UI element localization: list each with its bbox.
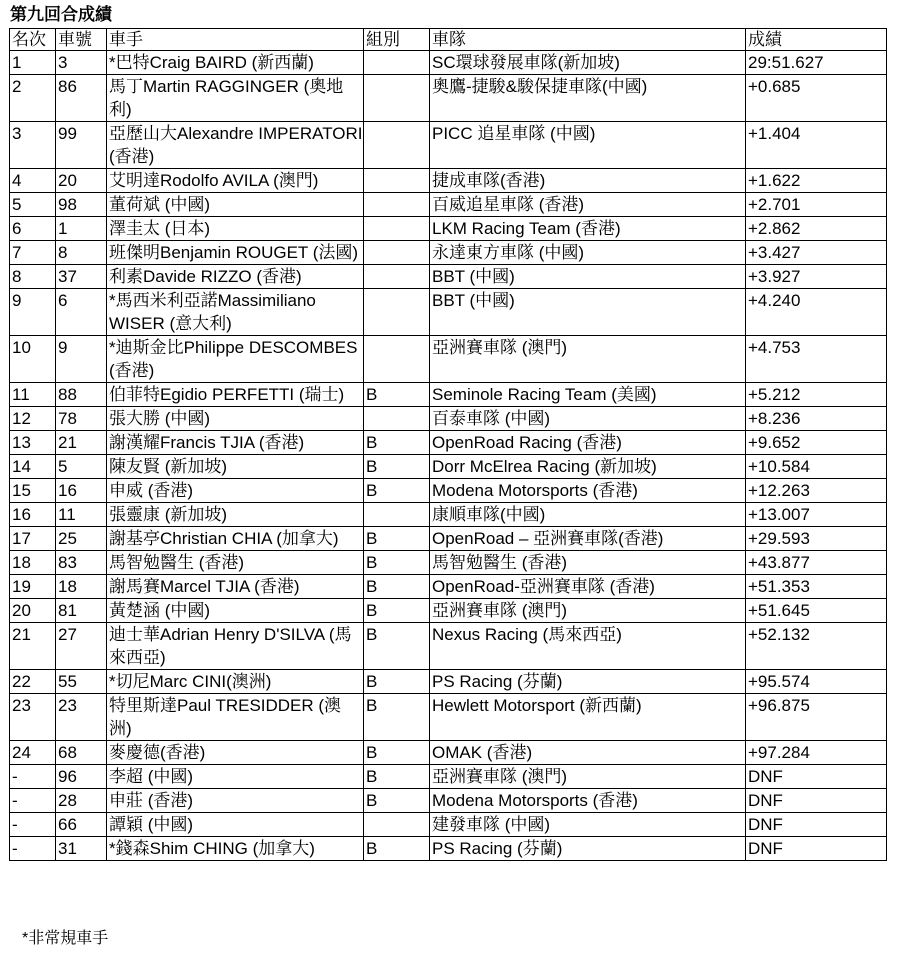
cell-car-number: 9 [56,336,107,383]
cell-team: Modena Motorsports (香港) [430,479,746,503]
cell-group: B [364,837,430,861]
cell-car-number: 23 [56,694,107,741]
cell-result: +12.263 [746,479,887,503]
cell-car-number: 37 [56,265,107,289]
cell-car-number: 27 [56,623,107,670]
cell-team: PICC 追星車隊 (中國) [430,122,746,169]
cell-car-number: 83 [56,551,107,575]
cell-result: +8.236 [746,407,887,431]
cell-group: B [364,789,430,813]
cell-driver: *錢森Shim CHING (加拿大) [107,837,364,861]
header-row [10,29,887,51]
cell-car-number: 81 [56,599,107,623]
table-row [10,75,887,122]
cell-group [364,503,430,527]
cell-group: B [364,599,430,623]
cell-position: 17 [10,527,56,551]
cell-team: 建發車隊 (中國) [430,813,746,837]
cell-position: - [10,837,56,861]
page-title: 第九回合成績 [10,5,112,25]
cell-driver: 謝漢耀Francis TJIA (香港) [107,431,364,455]
cell-group [364,193,430,217]
cell-driver: *迪斯金比Philippe DESCOMBES (香港) [107,336,364,383]
cell-car-number: 68 [56,741,107,765]
cell-position: 24 [10,741,56,765]
footnote: *非常規車手 [22,930,109,947]
cell-group [364,75,430,122]
cell-group: B [364,455,430,479]
cell-driver: 艾明達Rodolfo AVILA (澳門) [107,169,364,193]
cell-car-number: 86 [56,75,107,122]
cell-driver: 張靈康 (新加坡) [107,503,364,527]
cell-driver: *巴特Craig BAIRD (新西蘭) [107,51,364,75]
cell-driver: 譚穎 (中國) [107,813,364,837]
cell-car-number: 3 [56,51,107,75]
cell-car-number: 99 [56,122,107,169]
cell-position: 23 [10,694,56,741]
cell-driver: 利素Davide RIZZO (香港) [107,265,364,289]
cell-position: 7 [10,241,56,265]
cell-result: +5.212 [746,383,887,407]
cell-team: 永達東方車隊 (中國) [430,241,746,265]
cell-result: +3.927 [746,265,887,289]
cell-team: 康順車隊(中國) [430,503,746,527]
cell-group [364,241,430,265]
cell-group: B [364,670,430,694]
cell-team: 亞洲賽車隊 (澳門) [430,765,746,789]
cell-result: DNF [746,837,887,861]
cell-position: 21 [10,623,56,670]
cell-car-number: 78 [56,407,107,431]
cell-result: +29.593 [746,527,887,551]
col-header-result: 成績 [746,29,887,51]
col-header-position: 名次 [10,29,56,51]
table-row [10,527,887,551]
cell-position: 15 [10,479,56,503]
cell-team: 亞洲賽車隊 (澳門) [430,336,746,383]
cell-result: 29:51.627 [746,51,887,75]
cell-team: SC環球發展車隊(新加坡) [430,51,746,75]
table-row [10,51,887,75]
cell-driver: 李超 (中國) [107,765,364,789]
cell-car-number: 88 [56,383,107,407]
cell-driver: 董荷斌 (中國) [107,193,364,217]
cell-car-number: 20 [56,169,107,193]
cell-driver: 申威 (香港) [107,479,364,503]
cell-team: 馬智勉醫生 (香港) [430,551,746,575]
cell-result: +43.877 [746,551,887,575]
cell-car-number: 1 [56,217,107,241]
cell-result: +13.007 [746,503,887,527]
cell-group [364,169,430,193]
table-row [10,813,887,837]
cell-driver: 黃楚涵 (中國) [107,599,364,623]
cell-team: 捷成車隊(香港) [430,169,746,193]
cell-position: 9 [10,289,56,336]
cell-position: 8 [10,265,56,289]
table-row [10,193,887,217]
cell-result: +1.404 [746,122,887,169]
cell-car-number: 21 [56,431,107,455]
results-table [9,28,887,861]
cell-position: 3 [10,122,56,169]
cell-car-number: 11 [56,503,107,527]
cell-driver: 迪士華Adrian Henry D'SILVA (馬來西亞) [107,623,364,670]
col-header-driver: 車手 [107,29,364,51]
cell-position: 16 [10,503,56,527]
cell-team: Dorr McElrea Racing (新加坡) [430,455,746,479]
col-header-group: 組別 [364,29,430,51]
cell-car-number: 16 [56,479,107,503]
table-row [10,383,887,407]
table-row [10,694,887,741]
cell-group: B [364,765,430,789]
table-row [10,741,887,765]
cell-group [364,289,430,336]
table-row [10,122,887,169]
col-header-car-number: 車號 [56,29,107,51]
cell-team: BBT (中國) [430,265,746,289]
cell-position: 13 [10,431,56,455]
cell-team: OpenRoad-亞洲賽車隊 (香港) [430,575,746,599]
table-row [10,241,887,265]
cell-result: +52.132 [746,623,887,670]
cell-team: PS Racing (芬蘭) [430,670,746,694]
cell-driver: 申莊 (香港) [107,789,364,813]
cell-position: 22 [10,670,56,694]
cell-result: +3.427 [746,241,887,265]
cell-group [364,217,430,241]
cell-position: 11 [10,383,56,407]
cell-position: 12 [10,407,56,431]
cell-group [364,407,430,431]
cell-driver: 麥慶德(香港) [107,741,364,765]
cell-position: 5 [10,193,56,217]
cell-driver: 張大勝 (中國) [107,407,364,431]
cell-driver: 謝基亭Christian CHIA (加拿大) [107,527,364,551]
cell-car-number: 31 [56,837,107,861]
table-row [10,431,887,455]
cell-car-number: 25 [56,527,107,551]
cell-driver: 馬丁Martin RAGGINGER (奧地利) [107,75,364,122]
cell-team: OpenRoad Racing (香港) [430,431,746,455]
table-row [10,407,887,431]
cell-car-number: 96 [56,765,107,789]
cell-team: LKM Racing Team (香港) [430,217,746,241]
table-row [10,765,887,789]
cell-group: B [364,383,430,407]
cell-team: Hewlett Motorsport (新西蘭) [430,694,746,741]
cell-team: Seminole Racing Team (美國) [430,383,746,407]
table-row [10,455,887,479]
cell-group: B [364,694,430,741]
cell-group: B [364,623,430,670]
cell-result: DNF [746,813,887,837]
cell-position: 6 [10,217,56,241]
cell-position: - [10,813,56,837]
cell-position: 1 [10,51,56,75]
cell-result: DNF [746,765,887,789]
cell-group [364,265,430,289]
cell-group: B [364,741,430,765]
table-row [10,479,887,503]
cell-group: B [364,551,430,575]
cell-driver: 班傑明Benjamin ROUGET (法國) [107,241,364,265]
cell-team: 奧鷹-捷駿&駿保捷車隊(中國) [430,75,746,122]
cell-driver: 謝馬賽Marcel TJIA (香港) [107,575,364,599]
cell-group: B [364,431,430,455]
cell-position: 4 [10,169,56,193]
table-row [10,837,887,861]
table-row [10,336,887,383]
cell-group [364,813,430,837]
cell-group [364,336,430,383]
cell-driver: *馬西米利亞諾Massimiliano WISER (意大利) [107,289,364,336]
cell-result: +1.622 [746,169,887,193]
table-row [10,503,887,527]
table-row [10,599,887,623]
cell-position: 20 [10,599,56,623]
cell-result: +51.645 [746,599,887,623]
cell-position: 18 [10,551,56,575]
cell-team: 百泰車隊 (中國) [430,407,746,431]
cell-team: OMAK (香港) [430,741,746,765]
cell-car-number: 28 [56,789,107,813]
cell-result: +9.652 [746,431,887,455]
cell-position: 10 [10,336,56,383]
cell-team: Modena Motorsports (香港) [430,789,746,813]
col-header-team: 車隊 [430,29,746,51]
table-row [10,575,887,599]
cell-result: DNF [746,789,887,813]
cell-car-number: 5 [56,455,107,479]
table-row [10,551,887,575]
cell-group: B [364,575,430,599]
cell-car-number: 8 [56,241,107,265]
cell-result: +97.284 [746,741,887,765]
table-row [10,265,887,289]
table-row [10,789,887,813]
table-row [10,289,887,336]
table-row [10,623,887,670]
table-row [10,670,887,694]
cell-car-number: 18 [56,575,107,599]
cell-result: +51.353 [746,575,887,599]
cell-position: 14 [10,455,56,479]
cell-position: 19 [10,575,56,599]
cell-result: +0.685 [746,75,887,122]
cell-driver: *切尼Marc CINI(澳洲) [107,670,364,694]
cell-car-number: 66 [56,813,107,837]
cell-result: +10.584 [746,455,887,479]
cell-driver: 特里斯達Paul TRESIDDER (澳洲) [107,694,364,741]
cell-driver: 馬智勉醫生 (香港) [107,551,364,575]
cell-driver: 澤圭太 (日本) [107,217,364,241]
cell-driver: 亞歷山大Alexandre IMPERATORI (香港) [107,122,364,169]
cell-group [364,122,430,169]
cell-group: B [364,527,430,551]
cell-group: B [364,479,430,503]
cell-car-number: 55 [56,670,107,694]
cell-team: Nexus Racing (馬來西亞) [430,623,746,670]
table-row [10,217,887,241]
cell-position: - [10,789,56,813]
cell-position: - [10,765,56,789]
cell-team: OpenRoad – 亞洲賽車隊(香港) [430,527,746,551]
cell-result: +96.875 [746,694,887,741]
cell-result: +4.240 [746,289,887,336]
cell-driver: 伯菲特Egidio PERFETTI (瑞士) [107,383,364,407]
cell-result: +4.753 [746,336,887,383]
cell-result: +2.701 [746,193,887,217]
cell-group [364,51,430,75]
cell-team: 百威追星車隊 (香港) [430,193,746,217]
cell-position: 2 [10,75,56,122]
cell-team: BBT (中國) [430,289,746,336]
cell-result: +2.862 [746,217,887,241]
results-body [10,51,887,861]
cell-car-number: 6 [56,289,107,336]
cell-driver: 陳友賢 (新加坡) [107,455,364,479]
cell-team: PS Racing (芬蘭) [430,837,746,861]
table-row [10,169,887,193]
cell-team: 亞洲賽車隊 (澳門) [430,599,746,623]
cell-result: +95.574 [746,670,887,694]
cell-car-number: 98 [56,193,107,217]
